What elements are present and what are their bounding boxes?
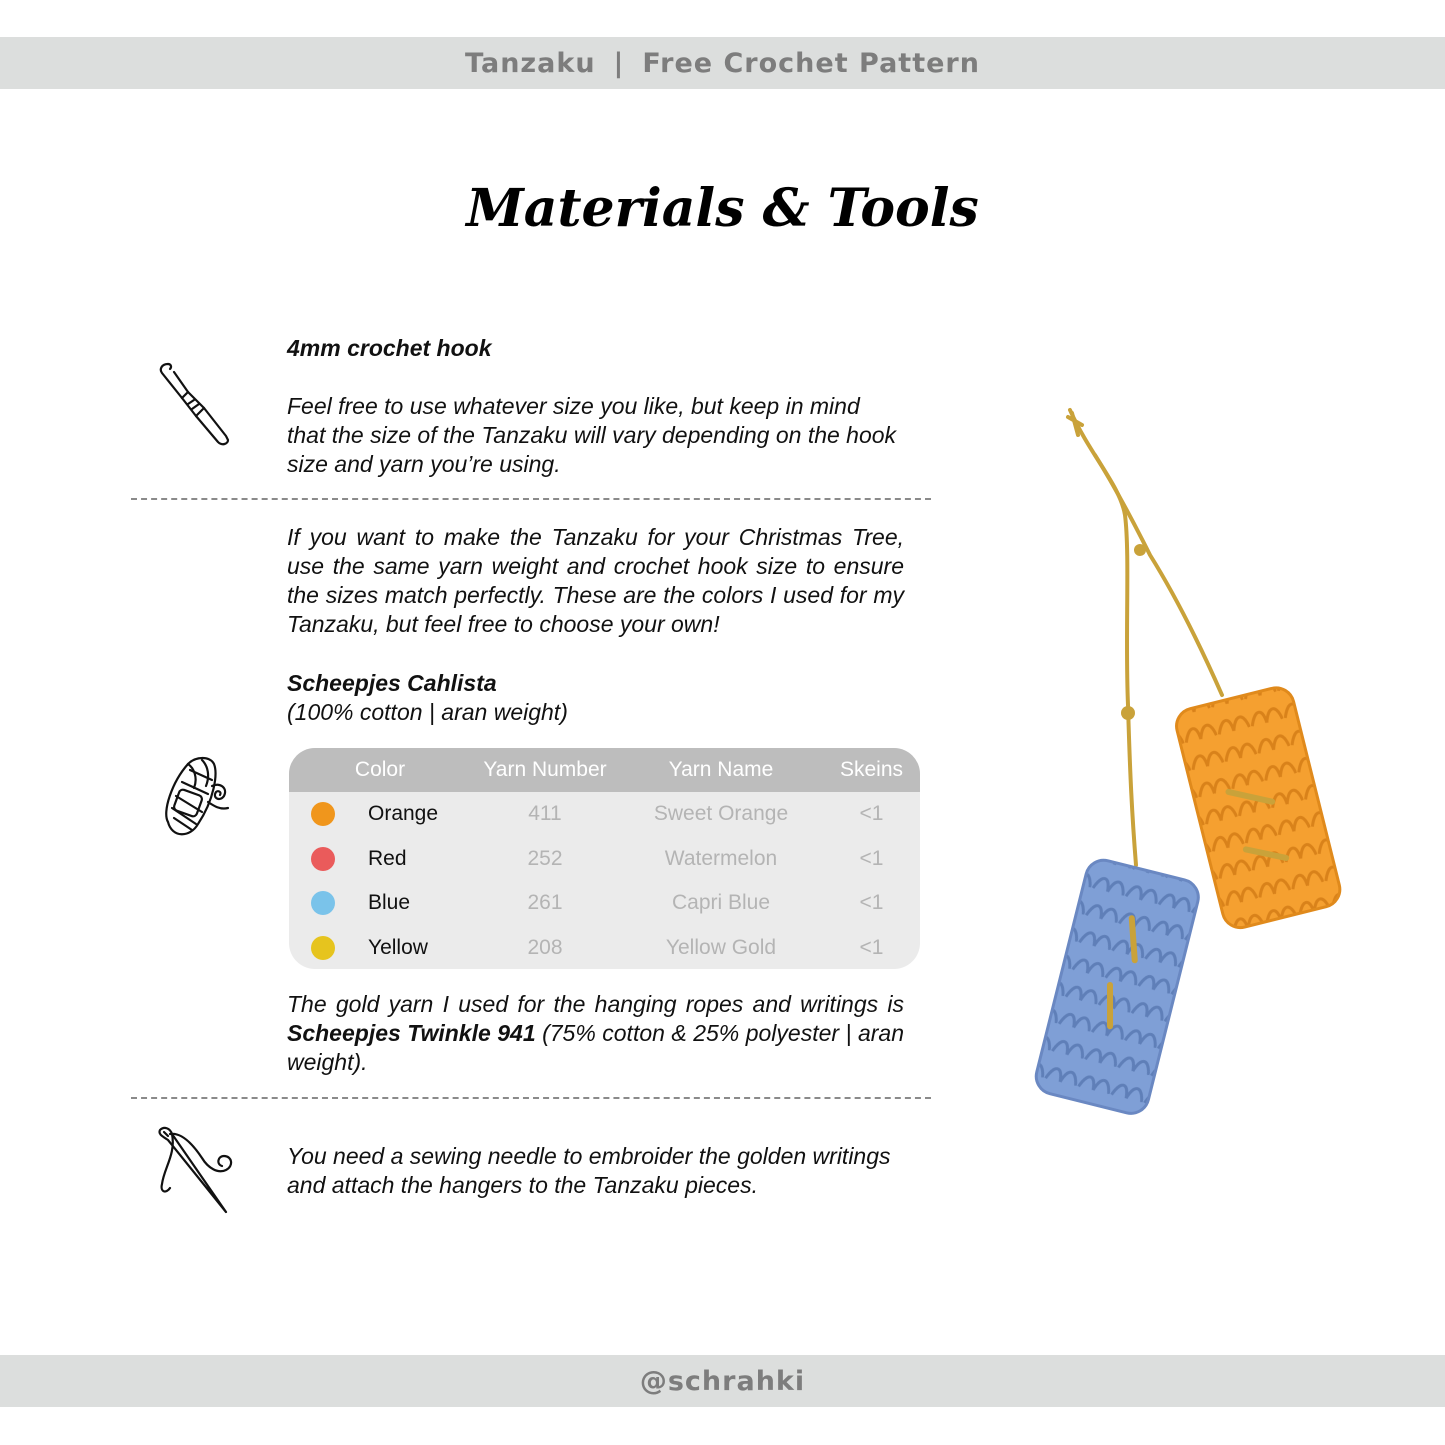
table-row [289, 881, 920, 926]
table-row [289, 792, 920, 837]
knot [1134, 544, 1146, 556]
header-title: Tanzaku [465, 47, 596, 79]
sewing-needle-icon [154, 1124, 238, 1216]
color-swatch [311, 936, 335, 960]
yarn-name: Sweet Orange [653, 802, 789, 826]
header-band [0, 37, 1445, 89]
hook-heading: 4mm crochet hook [287, 335, 492, 361]
header-separator: | [613, 47, 625, 79]
yarn-ball-icon [158, 752, 234, 844]
color-name: Blue [368, 891, 411, 915]
table-header [289, 748, 920, 792]
skeins: <1 [859, 846, 884, 870]
social-handle[interactable]: @schrahki [639, 1365, 806, 1397]
footer-band [0, 1355, 1445, 1407]
yarn-intro: If you want to make the Tanzaku for your Christmas Tree, use the same yarn weight and crochet hook size to ensure the sizes match perfectly. These are the colors I used for my Tanzaku, but feel free to choose your own! [287, 524, 904, 637]
skeins: <1 [859, 935, 884, 959]
yarn-number: 252 [527, 846, 563, 870]
yarn-name: Yellow Gold [665, 935, 777, 959]
tanzaku-photo [1000, 395, 1360, 1125]
section-divider [131, 1097, 931, 1099]
header-subtitle: Free Crochet Pattern [642, 47, 980, 79]
yarn-number: 261 [527, 891, 563, 915]
header-yarn-number: Yarn Number [483, 758, 607, 781]
header-skeins: Skeins [839, 758, 904, 781]
color-swatch [311, 847, 335, 871]
skeins: <1 [859, 802, 884, 826]
yarn-number: 208 [527, 935, 563, 959]
hook-description: Feel free to use whatever size you like, but keep in mind that the size of the Tanzaku will vary depending on the hook size and yarn you’re using. [287, 393, 897, 477]
color-name: Red [368, 846, 407, 870]
color-swatch [311, 802, 335, 826]
header-color: Color [354, 758, 406, 781]
color-swatch [311, 891, 335, 915]
table-row [289, 837, 920, 882]
yarn-spec: (100% cotton | aran weight) [287, 699, 568, 725]
gold-yarn-note: The gold yarn I used for the hanging ropes and writings is Scheepjes Twinkle 941 (75% cotton & 25% polyester | aran weight). [287, 991, 904, 1075]
needle-description: You need a sewing needle to embroider the golden writings and attach the hangers to the Tanzaku pieces. [287, 1143, 891, 1198]
header-yarn-name: Yarn Name [668, 758, 774, 781]
skeins: <1 [859, 891, 884, 915]
yarn-name: Watermelon [664, 846, 778, 870]
yarn-table [289, 748, 920, 969]
color-name: Yellow [368, 935, 428, 959]
color-name: Orange [368, 802, 439, 826]
yarn-brand: Scheepjes Cahlista [287, 670, 497, 696]
table-row [289, 926, 920, 970]
knot [1121, 706, 1135, 720]
yarn-name: Capri Blue [671, 891, 771, 915]
yarn-number: 411 [528, 802, 562, 826]
section-divider [131, 498, 931, 500]
page-title: Materials & Tools [466, 178, 979, 239]
crochet-hook-icon [152, 360, 236, 450]
